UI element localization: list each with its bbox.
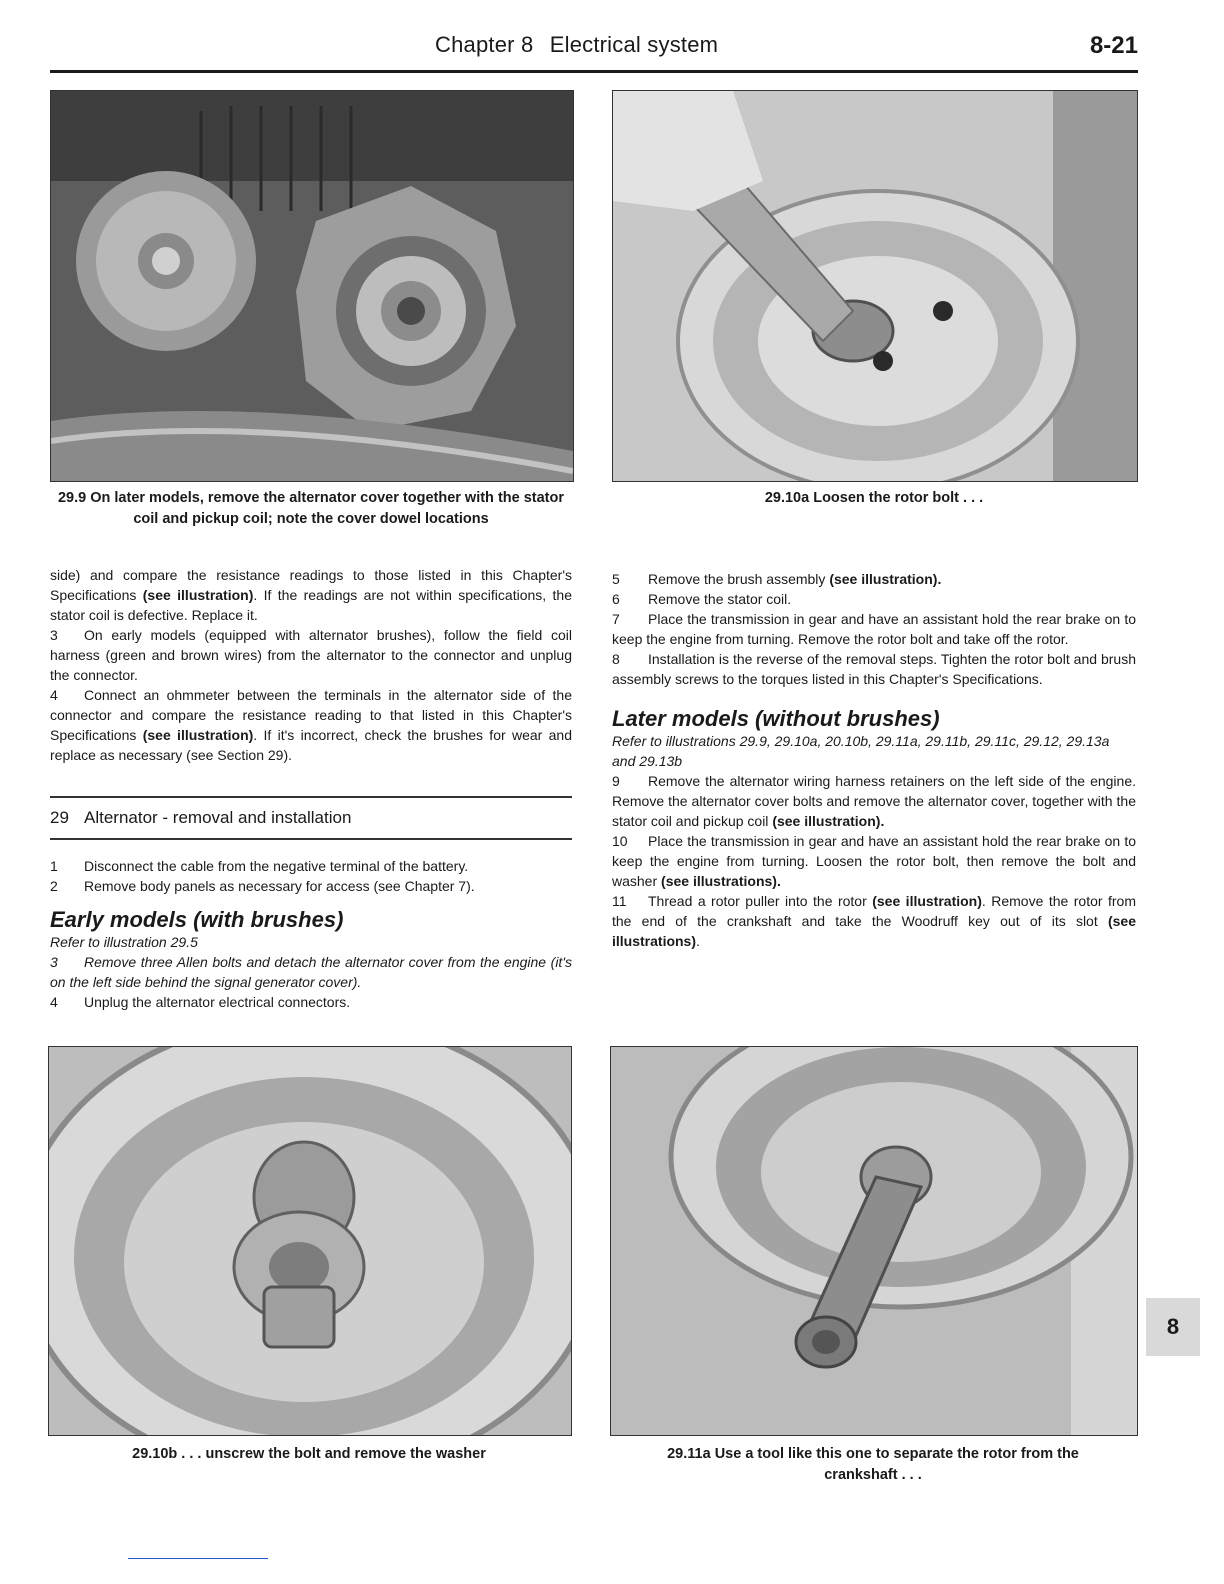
- section-number: 29: [50, 808, 69, 827]
- step-7-number: 7: [612, 611, 620, 627]
- footer-link-underline: [128, 1558, 268, 1559]
- para-4-tail: . If it's incorrect, check the brushes for wear and replace as necessary (see Section 29).: [50, 727, 572, 763]
- chapter-number: Chapter 8: [435, 32, 534, 57]
- rotor-puller-image: [611, 1047, 1137, 1435]
- para-4-text: Connect an ohmmeter between the terminals in the alternator side of the connector and compare the resistance reading to that listed in this Chapter's Specifications: [50, 687, 572, 743]
- page-header: [50, 30, 1138, 73]
- caption-29-11a: 29.11a Use a tool like this one to separate the rotor from the crankshaft . . .: [667, 1446, 1079, 1483]
- para-cont-illustration-ref: (see illustration): [142, 587, 254, 603]
- step-10-illustration-ref: (see illustrations).: [661, 873, 781, 889]
- step-8: [612, 649, 1136, 689]
- chapter-tab: 8: [1146, 1298, 1200, 1356]
- step-1-text: Disconnect the cable from the negative terminal of the battery.: [84, 858, 469, 874]
- page-number: 8-21: [1089, 32, 1138, 59]
- step-8-number: 8: [612, 651, 620, 667]
- step-11-mid: . Remove the rotor from the end of the crankshaft and take the Woodruff key out of its slot: [612, 893, 1136, 929]
- step-5: [612, 569, 1136, 589]
- early-step-4-text: Unplug the alternator electrical connectors.: [84, 994, 351, 1010]
- step-9-number: 9: [612, 773, 620, 789]
- early-models-ref: Refer to illustration 29.5: [50, 934, 198, 950]
- step-5-number: 5: [612, 571, 620, 587]
- step-6-text: Remove the stator coil.: [648, 591, 792, 607]
- step-2-text: Remove body panels as necessary for access (see Chapter 7).: [84, 878, 475, 894]
- photo-unscrew-bolt: [48, 1046, 572, 1436]
- early-step-3-number: 3: [50, 954, 58, 970]
- step-10-number: 10: [612, 833, 628, 849]
- early-models-heading: Early models (with brushes): [50, 907, 344, 932]
- step-5-text: Remove the brush assembly: [648, 571, 826, 587]
- step-2-number: 2: [50, 878, 58, 894]
- para-cont-text: side) and compare the resistance readings to those listed in this Chapter's Specifications: [50, 567, 572, 603]
- section-29-title: [50, 796, 572, 840]
- later-models-ref: Refer to illustrations 29.9, 29.10a, 20.10b, 29.11a, 29.11b, 29.11c, 29.12, 29.13a and 29.13b: [612, 733, 1110, 769]
- para-4-illustration-ref: (see illustration): [142, 727, 254, 743]
- step-10-text: Place the transmission in gear and have an assistant hold the rear brake on to keep the engine from turning. Loosen the rotor bolt, then remove the bolt and washer: [612, 833, 1136, 889]
- para-cont-tail: . If the readings are not within specifications, the stator coil is defective. Replace it.: [50, 587, 572, 623]
- step-1: [50, 856, 572, 876]
- photo-loosen-rotor-bolt: [612, 90, 1138, 482]
- photo-alternator-cover: [50, 90, 574, 482]
- rotor-bolt-image: [613, 91, 1137, 481]
- step-7-text: Place the transmission in gear and have an assistant hold the rear brake on to keep the engine from turning. Remove the rotor bolt and take off the rotor.: [612, 611, 1136, 647]
- caption-29-10b: 29.10b . . . unscrew the bolt and remove the washer: [132, 1446, 486, 1462]
- unscrew-bolt-image: [49, 1047, 571, 1435]
- step-11-illustration-ref-2: (see illustrations): [612, 913, 1136, 949]
- step-10: [612, 831, 1136, 891]
- early-step-3: [50, 952, 572, 992]
- step-9: [612, 771, 1136, 831]
- para-3-number: 3: [50, 627, 58, 643]
- step-6: [612, 589, 1136, 609]
- step-2: [50, 876, 572, 896]
- early-step-3-text: Remove three Allen bolts and detach the alternator cover from the engine (it's on the left side behind the signal generator cover).: [50, 954, 572, 990]
- step-11-illustration-ref: (see illustration): [872, 893, 982, 909]
- early-step-4-number: 4: [50, 994, 58, 1010]
- para-3-text: On early models (equipped with alternator brushes), follow the field coil harness (green and brown wires) from the alternator to the connector and unplug the connector.: [50, 627, 572, 683]
- step-7: [612, 609, 1136, 649]
- step-1-number: 1: [50, 858, 58, 874]
- left-text-column-lower: [50, 856, 572, 1012]
- early-step-4: [50, 992, 572, 1012]
- step-6-number: 6: [612, 591, 620, 607]
- paragraph-4: [50, 685, 572, 765]
- alternator-cover-image: [51, 91, 573, 481]
- caption-29-10a: 29.10a Loosen the rotor bolt . . .: [764, 490, 984, 506]
- section-title-text: Alternator - removal and installation: [84, 808, 352, 827]
- paragraph-3: [50, 625, 572, 685]
- step-9-text: Remove the alternator wiring harness retainers on the left side of the engine. Remove the alternator cover bolts and remove the alternator cover, together with the stator coil and pickup coil: [612, 773, 1136, 829]
- chapter-heading: [435, 32, 718, 58]
- caption-29-9: 29.9 On later models, remove the alternator cover together with the stator coil and pickup coil; note the cover dowel locations: [57, 490, 565, 527]
- right-text-column: [612, 569, 1136, 951]
- step-11-tail: .: [696, 933, 700, 949]
- left-text-column: [50, 565, 572, 765]
- step-5-illustration-ref: (see illustration).: [829, 571, 942, 587]
- paragraph-continued: [50, 565, 572, 625]
- step-8-text: Installation is the reverse of the removal steps. Tighten the rotor bolt and brush assembly screws to the torques listed in this Chapter's Specifications.: [612, 651, 1136, 687]
- step-11-number: 11: [612, 893, 627, 909]
- step-11: [612, 891, 1136, 951]
- step-11-text: Thread a rotor puller into the rotor: [648, 893, 867, 909]
- step-9-illustration-ref: (see illustration).: [772, 813, 885, 829]
- later-models-heading: Later models (without brushes): [612, 706, 940, 731]
- photo-rotor-puller: [610, 1046, 1138, 1436]
- para-4-number: 4: [50, 687, 58, 703]
- chapter-title: Electrical system: [549, 32, 719, 57]
